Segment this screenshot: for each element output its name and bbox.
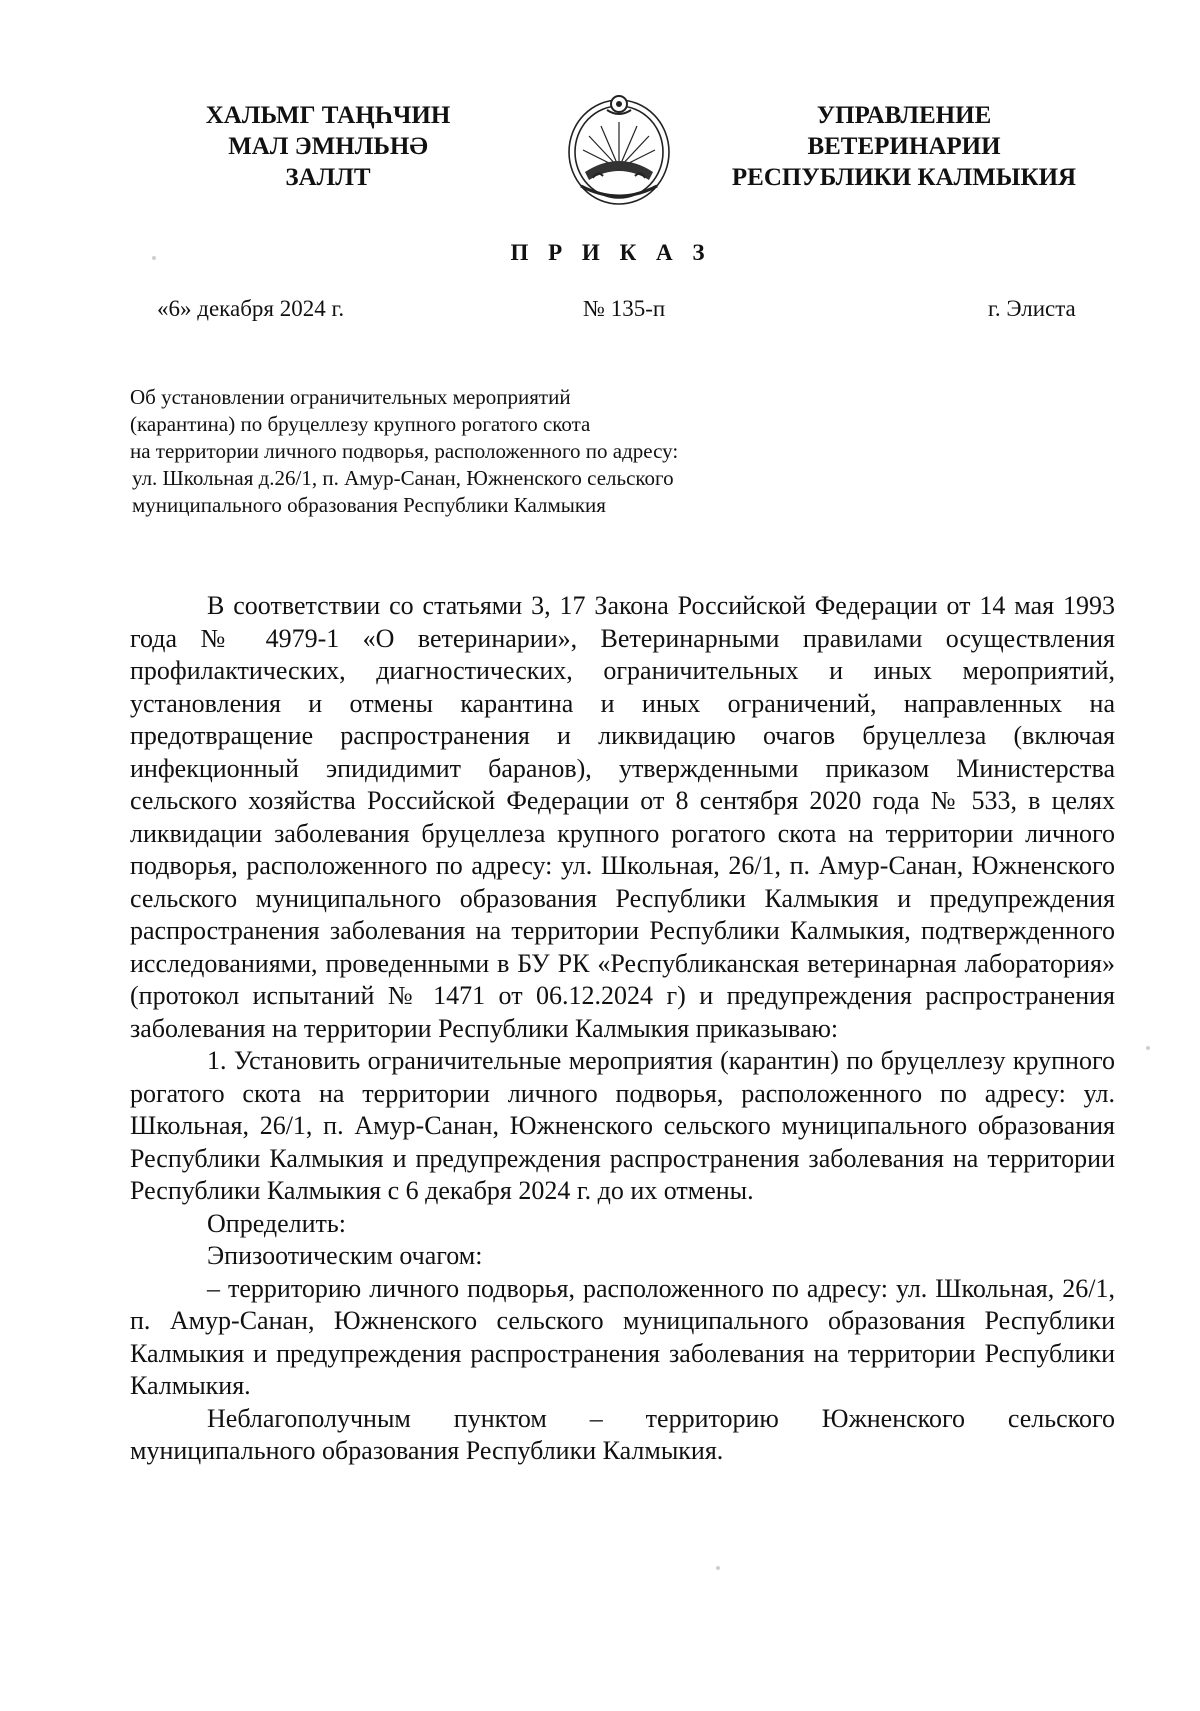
header-russian-line: ВЕТЕРИНАРИИ (807, 133, 1001, 160)
subject-line: муниципального образования Республики Калмыкия (132, 493, 606, 517)
epizootic-focus-heading: Эпизоотическим очагом: (207, 1241, 483, 1270)
subject-line: ул. Школьная д.26/1, п. Амур-Санан, Южненского сельского (132, 466, 674, 490)
header-kalmyk-line: ЗАЛЛТ (285, 164, 371, 191)
header-russian-line: РЕСПУБЛИКИ КАЛМЫКИЯ (731, 164, 1077, 191)
header-kalmyk-line: ХАЛЬМГ ТАҢҺЧИН (205, 102, 451, 129)
header-russian-title (724, 100, 1084, 193)
document-body (130, 590, 1115, 1468)
document-type-title: П Р И К А З (510, 240, 712, 265)
header-russian-line: УПРАВЛЕНИЕ (816, 102, 992, 129)
kalmykia-coat-of-arms-icon (563, 88, 675, 208)
order-item-1: 1. Установить ограничительные мероприятия (карантин) по бруцеллезу крупного рогатого скота на территории личного подворья, расположенного по адресу: ул. Школьная, 26/1, п. Амур-Санан, Южненского сельского муниципального образования Республики Калмыкия и предупреждения распространения заболевания на территории Республики Калмыкия с 6 декабря 2024 г. до их отмены. (130, 1046, 1115, 1205)
document-date: «6» декабря 2024 г. (157, 296, 345, 321)
define-label: Определить: (207, 1208, 346, 1238)
document-number: № 135-п (583, 296, 666, 321)
header-kalmyk-title (188, 100, 468, 193)
scan-dot (716, 1566, 720, 1570)
epizootic-focus-item: – территорию личного подворья, расположенного по адресу: ул. Школьная, 26/1, п. Амур-Санан, Южненского сельского муниципального образования Республики Калмыкия и предупреждения распространения заболевания на территории Республики Калмыкия. (130, 1273, 1115, 1400)
unfavorable-point-paragraph: Неблагополучным пунктом – территорию Южненского сельского муниципального образования Республики Калмыкия. (130, 1403, 1115, 1465)
document-subject (130, 384, 678, 519)
preamble-paragraph: В соответствии со статьями 3, 17 Закона Российской Федерации от 14 мая 1993 года № 4979-1 «О ветеринарии», Ветеринарными правилами осуществления профилактических, диагностических, ограничительных и иных мероприятий, установления и отмены карантина и иных ограничений, направленных на предотвращение распространения и ликвидацию очагов бруцеллеза (включая инфекционный эпидидимит баранов), утвержденными приказом Министерства сельского хозяйства Российской Федерации от 8 сентября 2020 года № 533, в целях ликвидации заболевания бруцеллеза крупного рогатого скота на территории личного подворья, расположенного по адресу: ул. Школьная, 26/1, п. Амур-Санан, Южненского сельского муниципального образования Республики Калмыкия и предупреждения распространения заболевания на территории Республики Калмыкия, подтвержденного исследованиями, проведенными в БУ РК «Республиканская ветеринарная лаборатория» (протокол испытаний № 1471 от 06.12.2024 г) и предупреждения распространения заболевания на территории Республики Калмыкия приказываю: (130, 591, 1115, 1043)
document-city: г. Элиста (988, 296, 1076, 321)
subject-line: на территории личного подворья, расположенного по адресу: (130, 439, 679, 463)
subject-line: (карантина) по бруцеллезу крупного рогатого скота (130, 412, 591, 436)
scan-dot (152, 256, 156, 260)
subject-line: Об установлении ограничительных мероприятий (130, 385, 571, 409)
scan-dot (1146, 1046, 1150, 1050)
header-kalmyk-line: МАЛ ЭМНЛЬНӘ (228, 133, 428, 160)
